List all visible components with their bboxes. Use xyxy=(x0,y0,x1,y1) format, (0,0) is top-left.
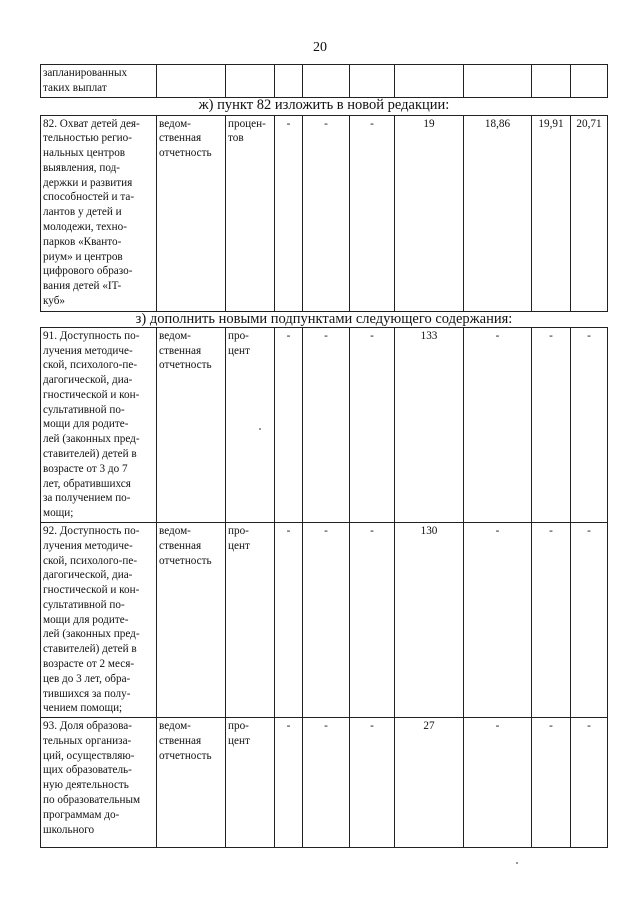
value-cell: - xyxy=(464,327,532,522)
value-cell: - xyxy=(350,115,395,311)
value-cell: - xyxy=(303,327,350,522)
unit-cell: про- цент xyxy=(226,327,275,522)
unit-cell: процен- тов xyxy=(226,115,275,311)
value-cell: 130 xyxy=(395,522,464,717)
source-cell: ведом- ственная отчетность xyxy=(157,522,226,717)
table-row xyxy=(41,115,608,311)
value-cell: - xyxy=(303,718,350,848)
value-cell xyxy=(303,65,350,98)
source-cell: ведом- ственная отчетность xyxy=(157,327,226,522)
scan-speck xyxy=(259,428,261,430)
value-cell: - xyxy=(350,522,395,717)
value-cell: - xyxy=(275,522,303,717)
indicator-name: 91. Доступность по- лучения методиче- ской, психолого-пе- дагогической, диа- гностической и кон- сультативной по- мощи для родите- лей (законных пред- ставителей) детей в возрасте от 3 до 7 лет, обратившихся за получением по- мощи; xyxy=(41,327,157,522)
value-cell xyxy=(275,65,303,98)
value-cell: - xyxy=(532,327,571,522)
indicator-name: запланированных таких выплат xyxy=(41,65,157,98)
section-heading: ж) пункт 82 изложить в новой редакции: xyxy=(41,97,608,115)
source-cell xyxy=(157,65,226,98)
unit-cell xyxy=(226,65,275,98)
section-heading-row xyxy=(41,311,608,327)
source-cell: ведом- ственная отчетность xyxy=(157,115,226,311)
table-row xyxy=(41,522,608,717)
value-cell: - xyxy=(464,522,532,717)
value-cell xyxy=(350,65,395,98)
source-cell: ведом- ственная отчетность xyxy=(157,718,226,848)
value-cell: - xyxy=(350,327,395,522)
value-cell: - xyxy=(303,115,350,311)
indicator-name: 92. Доступность по- лучения методиче- ской, психолого-пе- дагогической, диа- гностической и кон- сультативной по- мощи для родите- лей (законных пред- ставителей) детей в возрасте от 2 меся- цев до 3 лет, обра- тившихся за полу- чением помощи; xyxy=(41,522,157,717)
value-cell: 27 xyxy=(395,718,464,848)
value-cell: - xyxy=(571,522,608,717)
value-cell: - xyxy=(532,522,571,717)
value-cell: - xyxy=(571,718,608,848)
value-cell: - xyxy=(532,718,571,848)
scan-speck xyxy=(516,862,518,864)
value-cell: 20,71 xyxy=(571,115,608,311)
page-number: 20 xyxy=(313,40,327,55)
section-heading: з) дополнить новыми подпунктами следующего содержания: xyxy=(41,311,608,327)
indicators-table xyxy=(40,64,608,848)
value-cell: - xyxy=(275,718,303,848)
value-cell xyxy=(464,65,532,98)
table-row xyxy=(41,327,608,522)
value-cell: - xyxy=(275,327,303,522)
indicator-name: 93. Доля образова- тельных организа- ций, осуществляю- щих образователь- ную деятельность по образовательным программам до- школьного xyxy=(41,718,157,848)
section-heading-row xyxy=(41,97,608,115)
value-cell: - xyxy=(571,327,608,522)
value-cell: - xyxy=(350,718,395,848)
value-cell: 18,86 xyxy=(464,115,532,311)
table-row xyxy=(41,65,608,98)
value-cell: 19,91 xyxy=(532,115,571,311)
value-cell: - xyxy=(303,522,350,717)
unit-cell: про- цент xyxy=(226,522,275,717)
value-cell xyxy=(532,65,571,98)
table-row xyxy=(41,718,608,848)
value-cell: 133 xyxy=(395,327,464,522)
unit-cell: про- цент xyxy=(226,718,275,848)
value-cell xyxy=(395,65,464,98)
indicator-name: 82. Охват детей дея- тельностью регио- нальных центров выявления, под- держки и развития способностей и та- лантов у детей и молодежи, техно- парков «Кванто- риум» и центров цифрового образо- вания детей «IT- куб» xyxy=(41,115,157,311)
value-cell xyxy=(571,65,608,98)
value-cell: - xyxy=(275,115,303,311)
value-cell: - xyxy=(464,718,532,848)
value-cell: 19 xyxy=(395,115,464,311)
